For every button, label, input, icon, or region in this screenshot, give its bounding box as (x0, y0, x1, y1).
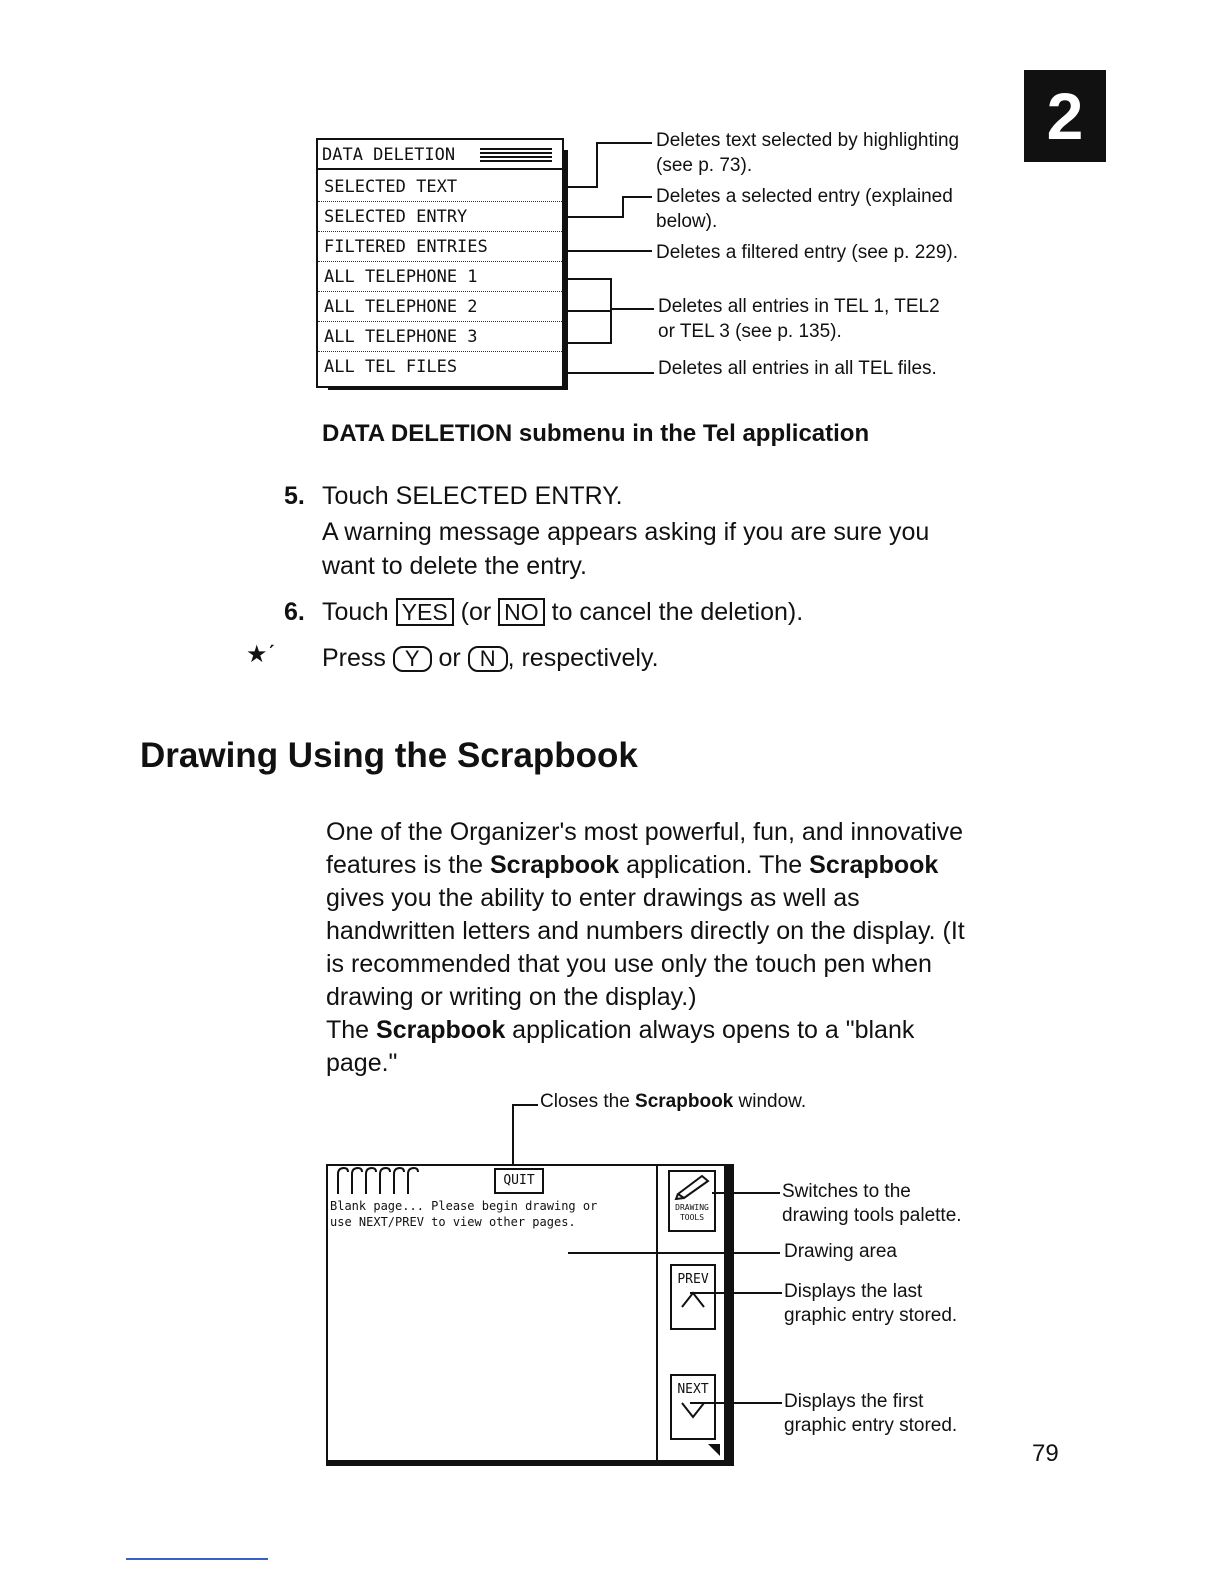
y-key[interactable]: Y (393, 646, 432, 672)
para-text: The (326, 1016, 377, 1044)
callout-drawing-area: Drawing area (784, 1241, 897, 1262)
step-text: Press (322, 644, 386, 672)
step-text: Touch (322, 598, 389, 626)
callout-line: below). (656, 211, 718, 232)
menu-item-filtered-entries[interactable]: FILTERED ENTRIES (318, 232, 562, 262)
callout-line: Deletes text selected by highlighting (656, 130, 960, 151)
callout-quit (540, 1090, 806, 1114)
chevron-up-icon (678, 1287, 708, 1311)
para-line (326, 1014, 1016, 1047)
leader-line (568, 372, 654, 374)
scrapbook-message (330, 1198, 597, 1230)
step-5-desc-1: A warning message appears asking if you are sure you (322, 518, 930, 546)
prev-label: PREV (677, 1272, 709, 1287)
callout-line: Switches to the (782, 1181, 911, 1202)
callout-text: Closes the (540, 1091, 636, 1112)
leader-line (568, 216, 624, 218)
menu-item-all-telephone-1[interactable]: ALL TELEPHONE 1 (318, 262, 562, 292)
callout-line: Displays the last (784, 1281, 923, 1302)
para-bold: Scrapbook (809, 851, 939, 879)
leader-line (568, 310, 612, 312)
callout-line: (see p. 73). (656, 155, 753, 176)
leader-line (622, 196, 652, 198)
prev-button[interactable] (670, 1264, 716, 1330)
n-key[interactable]: N (468, 646, 508, 672)
next-label: NEXT (677, 1382, 709, 1397)
chapter-tab: 2 (1024, 70, 1106, 162)
message-line: Blank page... Please begin drawing or (330, 1199, 598, 1213)
callout-next (784, 1390, 957, 1438)
message-line: use NEXT/PREV to view other pages. (330, 1215, 576, 1229)
callout-line: graphic entry stored. (784, 1305, 958, 1326)
menu-title-label: DATA DELETION (322, 145, 456, 165)
menu-item-all-telephone-3[interactable]: ALL TELEPHONE 3 (318, 322, 562, 352)
para-bold: Scrapbook (489, 851, 620, 879)
no-key[interactable]: NO (498, 598, 545, 626)
scrapbook-spiral-icon (330, 1164, 430, 1196)
step-6-text (322, 594, 803, 630)
callout-all-tel-files: Deletes all entries in all TEL files. (658, 358, 937, 379)
para-line: is recommended that you use only the touch pen when (326, 950, 932, 978)
callout-line: Deletes all entries in TEL 1, TEL2 (658, 296, 940, 317)
menu-item-all-telephone-2[interactable]: ALL TELEPHONE 2 (318, 292, 562, 322)
para-line: page." (326, 1049, 398, 1077)
leader-line (568, 186, 598, 188)
step-text: or (438, 644, 461, 672)
leader-line (610, 308, 654, 310)
step-number: 6. (284, 598, 305, 626)
callout-text: window. (733, 1091, 807, 1112)
leader-line (712, 1192, 780, 1194)
para-bold: Scrapbook (376, 1016, 506, 1044)
leader-line (622, 196, 624, 218)
leader-line (568, 342, 612, 344)
leader-line (596, 142, 652, 144)
para-text: application. The (619, 851, 810, 879)
scrapbook-opens-paragraph (326, 1014, 1016, 1080)
data-deletion-menu (316, 138, 564, 388)
figure-caption: DATA DELETION submenu in the Tel application (322, 420, 870, 447)
leader-line (568, 1252, 780, 1254)
drawing-tools-label: DRAWING TOOLS (675, 1203, 709, 1222)
step-text: (or (460, 598, 492, 626)
leader-line (568, 250, 652, 252)
step-6-number (284, 594, 305, 630)
step-5-text: Touch SELECTED ENTRY. (322, 482, 623, 510)
callout-all-telephone (658, 294, 940, 344)
leader-line (596, 142, 598, 188)
scrapbook-divider (656, 1164, 658, 1462)
step-text: to cancel the deletion). (551, 598, 804, 626)
menu-title-stripes (480, 148, 552, 162)
chevron-down-icon (678, 1397, 708, 1421)
callout-bold: Scrapbook (635, 1091, 734, 1112)
star-pen-icon: ★ˊ (246, 641, 276, 668)
leader-line (690, 1402, 782, 1404)
menu-title (318, 140, 562, 170)
page-number: 79 (1032, 1440, 1059, 1467)
corner-triangle-icon (706, 1442, 722, 1458)
callout-line: Deletes a selected entry (explained (656, 186, 953, 207)
para-text: application always opens to a "blank (505, 1016, 915, 1044)
callout-drawing-tools (782, 1180, 962, 1228)
para-line: handwritten letters and numbers directly on the display. (It (326, 917, 965, 945)
leader-line (568, 278, 612, 280)
para-line (326, 849, 1016, 882)
para-text: features is the (326, 851, 490, 879)
step-5-desc-2: want to delete the entry. (322, 552, 587, 580)
para-line: gives you the ability to enter drawings as well as (326, 884, 860, 912)
step-number: 5. (284, 482, 305, 510)
menu-item-selected-entry[interactable]: SELECTED ENTRY (318, 202, 562, 232)
callout-selected-text (656, 128, 959, 178)
step-text: , respectively. (507, 644, 659, 672)
bottom-rule (126, 1558, 268, 1560)
pencil-icon (672, 1172, 712, 1200)
menu-item-selected-text[interactable]: SELECTED TEXT (318, 172, 562, 202)
callout-selected-entry (656, 184, 953, 234)
section-heading: Drawing Using the Scrapbook (140, 736, 638, 775)
next-button[interactable] (670, 1374, 716, 1440)
scrapbook-bottom-border (326, 1460, 732, 1464)
quit-button[interactable]: QUIT (494, 1168, 544, 1194)
scrapbook-intro-paragraph (326, 816, 1016, 1014)
leader-line (690, 1292, 782, 1294)
yes-key[interactable]: YES (396, 598, 454, 626)
scrapbook-right-border (724, 1164, 732, 1464)
callout-line: drawing tools palette. (782, 1205, 962, 1226)
callout-line: Displays the first (784, 1391, 924, 1412)
callout-line: graphic entry stored. (784, 1415, 958, 1436)
step-5-number (284, 478, 305, 514)
leader-line (512, 1104, 538, 1106)
leader-line (512, 1104, 514, 1170)
callout-filtered-entries: Deletes a filtered entry (see p. 229). (656, 242, 959, 263)
para-line: One of the Organizer's most powerful, fun, and innovative (326, 818, 964, 846)
press-keys-text (322, 640, 659, 676)
leader-line (610, 278, 612, 344)
callout-prev (784, 1280, 957, 1328)
drawing-tools-button[interactable] (668, 1170, 716, 1232)
menu-item-all-tel-files[interactable]: ALL TEL FILES (324, 357, 458, 377)
callout-line: or TEL 3 (see p. 135). (658, 321, 842, 342)
para-line: drawing or writing on the display.) (326, 983, 697, 1011)
